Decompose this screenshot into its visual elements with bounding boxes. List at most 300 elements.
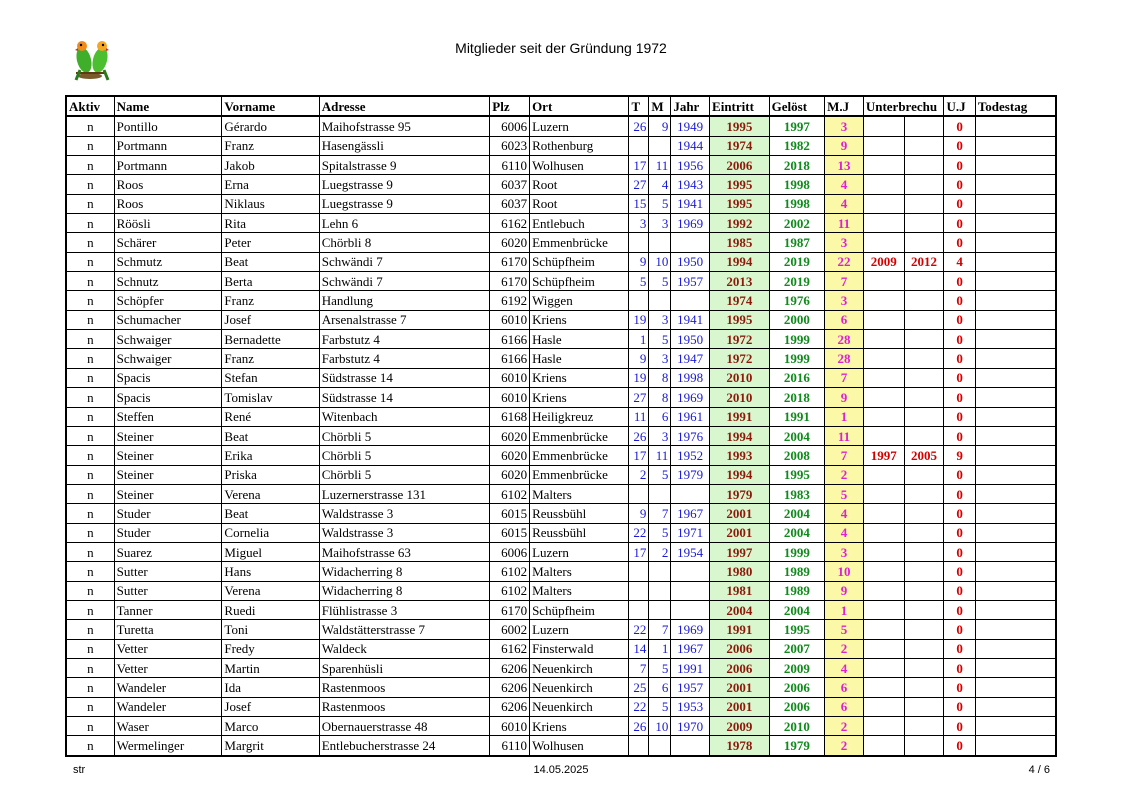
cell-t: 27 (629, 388, 649, 407)
cell-aktiv: n (66, 639, 114, 658)
cell-aktiv: n (66, 116, 114, 136)
cell-name: Steiner (114, 484, 222, 503)
cell-t: 5 (629, 272, 649, 291)
cell-aktiv: n (66, 194, 114, 213)
cell-plz: 6206 (490, 678, 530, 697)
cell-name: Roos (114, 175, 222, 194)
cell-uj: 0 (944, 504, 975, 523)
cell-adresse: Arsenalstrasse 7 (319, 310, 490, 329)
cell-eintritt: 1991 (710, 407, 770, 426)
cell-m (649, 291, 671, 310)
cell-t: 26 (629, 426, 649, 445)
cell-plz: 6037 (490, 175, 530, 194)
cell-mj: 7 (825, 272, 864, 291)
cell-geloest: 2007 (769, 639, 824, 658)
cell-eintritt: 2009 (710, 717, 770, 736)
cell-ort: Root (530, 175, 629, 194)
header-m: M (649, 96, 671, 116)
cell-m: 5 (649, 697, 671, 716)
cell-t (629, 600, 649, 619)
cell-name: Portmann (114, 156, 222, 175)
cell-m (649, 562, 671, 581)
cell-jahr: 1979 (671, 465, 710, 484)
cell-unterbrechung-bis (904, 156, 944, 175)
cell-m: 1 (649, 639, 671, 658)
cell-adresse: Waldeck (319, 639, 490, 658)
cell-geloest: 2008 (769, 446, 824, 465)
cell-todestag (975, 484, 1056, 503)
cell-t: 22 (629, 523, 649, 542)
cell-vorname: Ruedi (222, 600, 319, 619)
cell-unterbrechung-bis (904, 194, 944, 213)
cell-m (649, 600, 671, 619)
cell-name: Suarez (114, 542, 222, 561)
cell-plz: 6110 (490, 156, 530, 175)
cell-plz: 6206 (490, 697, 530, 716)
cell-unterbrechung-von (863, 504, 904, 523)
cell-todestag (975, 214, 1056, 233)
cell-adresse: Waldstätterstrasse 7 (319, 620, 490, 639)
cell-t: 2 (629, 465, 649, 484)
table-row (66, 291, 1056, 310)
table-row (66, 272, 1056, 291)
cell-unterbrechung-bis (904, 349, 944, 368)
cell-eintritt: 2013 (710, 272, 770, 291)
cell-geloest: 1989 (769, 581, 824, 600)
header-jahr: Jahr (671, 96, 710, 116)
table-row (66, 717, 1056, 736)
cell-m: 3 (649, 214, 671, 233)
cell-uj: 0 (944, 600, 975, 619)
cell-geloest: 2000 (769, 310, 824, 329)
cell-unterbrechung-von (863, 639, 904, 658)
table-body (66, 116, 1056, 755)
cell-todestag (975, 446, 1056, 465)
cell-mj: 22 (825, 252, 864, 271)
cell-m: 3 (649, 426, 671, 445)
cell-unterbrechung-von (863, 233, 904, 252)
header-uj: U.J (944, 96, 975, 116)
cell-t: 14 (629, 639, 649, 658)
cell-aktiv: n (66, 233, 114, 252)
cell-uj: 0 (944, 426, 975, 445)
cell-mj: 10 (825, 562, 864, 581)
cell-adresse: Handlung (319, 291, 490, 310)
cell-uj: 0 (944, 484, 975, 503)
cell-m (649, 136, 671, 155)
cell-geloest: 1999 (769, 349, 824, 368)
cell-jahr: 1949 (671, 116, 710, 136)
cell-vorname: Martin (222, 658, 319, 677)
cell-m: 5 (649, 194, 671, 213)
cell-eintritt: 1974 (710, 136, 770, 155)
cell-uj: 0 (944, 214, 975, 233)
cell-vorname: Beat (222, 252, 319, 271)
cell-m: 11 (649, 156, 671, 175)
cell-vorname: Beat (222, 504, 319, 523)
cell-ort: Emmenbrücke (530, 446, 629, 465)
cell-eintritt: 2010 (710, 368, 770, 387)
cell-jahr: 1991 (671, 658, 710, 677)
cell-adresse: Chörbli 5 (319, 446, 490, 465)
cell-t: 27 (629, 175, 649, 194)
cell-unterbrechung-bis (904, 136, 944, 155)
cell-unterbrechung-von (863, 214, 904, 233)
footer-author: str (73, 764, 86, 776)
header-unterbrechung: Unterbrechu (863, 96, 944, 116)
cell-unterbrechung-bis (904, 600, 944, 619)
cell-eintritt: 1994 (710, 465, 770, 484)
cell-geloest: 2019 (769, 252, 824, 271)
cell-m: 6 (649, 678, 671, 697)
cell-uj: 0 (944, 175, 975, 194)
cell-vorname: Erika (222, 446, 319, 465)
cell-todestag (975, 252, 1056, 271)
cell-t: 11 (629, 407, 649, 426)
cell-todestag (975, 175, 1056, 194)
table-row (66, 175, 1056, 194)
cell-unterbrechung-von (863, 349, 904, 368)
cell-unterbrechung-bis (904, 116, 944, 136)
cell-name: Wermelinger (114, 736, 222, 756)
table-row (66, 233, 1056, 252)
cell-m: 5 (649, 658, 671, 677)
cell-plz: 6002 (490, 620, 530, 639)
cell-unterbrechung-bis (904, 484, 944, 503)
cell-adresse: Sparenhüsli (319, 658, 490, 677)
cell-unterbrechung-von (863, 736, 904, 756)
cell-mj: 2 (825, 465, 864, 484)
cell-todestag (975, 194, 1056, 213)
cell-unterbrechung-von (863, 600, 904, 619)
table-row (66, 620, 1056, 639)
cell-unterbrechung-bis (904, 330, 944, 349)
cell-eintritt: 2001 (710, 678, 770, 697)
cell-plz: 6020 (490, 426, 530, 445)
cell-vorname: Miguel (222, 542, 319, 561)
cell-name: Steiner (114, 426, 222, 445)
cell-t (629, 562, 649, 581)
table-row (66, 465, 1056, 484)
cell-mj: 3 (825, 233, 864, 252)
cell-adresse: Luegstrasse 9 (319, 175, 490, 194)
cell-unterbrechung-bis (904, 697, 944, 716)
cell-mj: 11 (825, 214, 864, 233)
cell-plz: 6102 (490, 562, 530, 581)
cell-eintritt: 1994 (710, 426, 770, 445)
cell-jahr: 1954 (671, 542, 710, 561)
cell-aktiv: n (66, 426, 114, 445)
cell-todestag (975, 717, 1056, 736)
cell-geloest: 1979 (769, 736, 824, 756)
cell-plz: 6023 (490, 136, 530, 155)
cell-eintritt: 1979 (710, 484, 770, 503)
cell-uj: 0 (944, 136, 975, 155)
cell-name: Studer (114, 504, 222, 523)
cell-t: 19 (629, 368, 649, 387)
cell-uj: 0 (944, 194, 975, 213)
cell-geloest: 1998 (769, 175, 824, 194)
cell-unterbrechung-von (863, 388, 904, 407)
cell-mj: 6 (825, 678, 864, 697)
cell-vorname: Verena (222, 581, 319, 600)
cell-aktiv: n (66, 156, 114, 175)
cell-geloest: 1997 (769, 116, 824, 136)
cell-m: 9 (649, 116, 671, 136)
cell-todestag (975, 465, 1056, 484)
cell-eintritt: 2006 (710, 156, 770, 175)
cell-mj: 5 (825, 484, 864, 503)
cell-eintritt: 2006 (710, 639, 770, 658)
cell-adresse: Farbstutz 4 (319, 349, 490, 368)
cell-unterbrechung-bis: 2012 (904, 252, 944, 271)
cell-geloest: 2006 (769, 678, 824, 697)
cell-t: 15 (629, 194, 649, 213)
cell-todestag (975, 504, 1056, 523)
cell-t: 25 (629, 678, 649, 697)
cell-uj: 0 (944, 697, 975, 716)
cell-aktiv: n (66, 697, 114, 716)
cell-aktiv: n (66, 446, 114, 465)
cell-todestag (975, 407, 1056, 426)
cell-todestag (975, 562, 1056, 581)
cell-vorname: Niklaus (222, 194, 319, 213)
cell-adresse: Rastenmoos (319, 678, 490, 697)
cell-geloest: 1995 (769, 620, 824, 639)
cell-ort: Kriens (530, 310, 629, 329)
header-vorname: Vorname (222, 96, 319, 116)
cell-vorname: Berta (222, 272, 319, 291)
cell-jahr: 1969 (671, 388, 710, 407)
cell-unterbrechung-bis (904, 426, 944, 445)
cell-mj: 7 (825, 368, 864, 387)
cell-vorname: Toni (222, 620, 319, 639)
cell-aktiv: n (66, 465, 114, 484)
cell-aktiv: n (66, 214, 114, 233)
cell-m: 5 (649, 330, 671, 349)
header-adresse: Adresse (319, 96, 490, 116)
cell-mj: 28 (825, 330, 864, 349)
cell-t: 3 (629, 214, 649, 233)
table-row (66, 310, 1056, 329)
cell-aktiv: n (66, 717, 114, 736)
cell-aktiv: n (66, 252, 114, 271)
cell-unterbrechung-von (863, 116, 904, 136)
cell-ort: Entlebuch (530, 214, 629, 233)
cell-jahr (671, 600, 710, 619)
cell-name: Spacis (114, 388, 222, 407)
cell-unterbrechung-bis (904, 233, 944, 252)
cell-unterbrechung-von (863, 426, 904, 445)
cell-name: Schmutz (114, 252, 222, 271)
cell-unterbrechung-von (863, 562, 904, 581)
cell-adresse: Hasengässli (319, 136, 490, 155)
cell-ort: Kriens (530, 717, 629, 736)
cell-plz: 6110 (490, 736, 530, 756)
cell-unterbrechung-bis (904, 291, 944, 310)
cell-ort: Hasle (530, 330, 629, 349)
cell-m: 11 (649, 446, 671, 465)
cell-vorname: Cornelia (222, 523, 319, 542)
cell-aktiv: n (66, 600, 114, 619)
cell-aktiv: n (66, 291, 114, 310)
table-row (66, 484, 1056, 503)
cell-geloest: 2004 (769, 504, 824, 523)
cell-jahr (671, 581, 710, 600)
cell-vorname: Josef (222, 697, 319, 716)
cell-vorname: Margrit (222, 736, 319, 756)
table-row (66, 368, 1056, 387)
cell-eintritt: 1995 (710, 310, 770, 329)
cell-name: Steiner (114, 446, 222, 465)
cell-geloest: 2018 (769, 388, 824, 407)
cell-geloest: 1987 (769, 233, 824, 252)
cell-name: Roos (114, 194, 222, 213)
cell-mj: 4 (825, 504, 864, 523)
cell-unterbrechung-von (863, 368, 904, 387)
cell-unterbrechung-von (863, 330, 904, 349)
cell-plz: 6102 (490, 581, 530, 600)
cell-jahr: 1961 (671, 407, 710, 426)
cell-geloest: 2004 (769, 426, 824, 445)
cell-uj: 9 (944, 446, 975, 465)
cell-unterbrechung-bis (904, 581, 944, 600)
cell-jahr: 1950 (671, 330, 710, 349)
cell-eintritt: 1994 (710, 252, 770, 271)
cell-ort: Rothenburg (530, 136, 629, 155)
cell-name: Steiner (114, 465, 222, 484)
table-row (66, 330, 1056, 349)
table-row (66, 349, 1056, 368)
cell-geloest: 2009 (769, 658, 824, 677)
cell-uj: 0 (944, 272, 975, 291)
cell-uj: 0 (944, 542, 975, 561)
cell-m (649, 736, 671, 756)
cell-t: 9 (629, 504, 649, 523)
cell-plz: 6010 (490, 368, 530, 387)
cell-plz: 6010 (490, 388, 530, 407)
cell-aktiv: n (66, 484, 114, 503)
cell-ort: Wolhusen (530, 156, 629, 175)
cell-ort: Schüpfheim (530, 252, 629, 271)
cell-uj: 0 (944, 465, 975, 484)
cell-m: 8 (649, 388, 671, 407)
cell-aktiv: n (66, 368, 114, 387)
cell-ort: Heiligkreuz (530, 407, 629, 426)
cell-jahr: 1953 (671, 697, 710, 716)
cell-uj: 0 (944, 562, 975, 581)
cell-adresse: Widacherring 8 (319, 562, 490, 581)
cell-uj: 0 (944, 736, 975, 756)
cell-todestag (975, 330, 1056, 349)
table-row (66, 658, 1056, 677)
cell-aktiv: n (66, 272, 114, 291)
header-t: T (629, 96, 649, 116)
cell-adresse: Maihofstrasse 63 (319, 542, 490, 561)
cell-jahr: 1941 (671, 310, 710, 329)
cell-unterbrechung-von (863, 658, 904, 677)
cell-aktiv: n (66, 504, 114, 523)
table-row (66, 581, 1056, 600)
cell-vorname: Franz (222, 291, 319, 310)
cell-unterbrechung-bis: 2005 (904, 446, 944, 465)
cell-adresse: Lehn 6 (319, 214, 490, 233)
cell-mj: 7 (825, 446, 864, 465)
cell-mj: 4 (825, 523, 864, 542)
cell-name: Schwaiger (114, 349, 222, 368)
cell-m: 3 (649, 310, 671, 329)
cell-ort: Reussbühl (530, 523, 629, 542)
cell-plz: 6010 (490, 717, 530, 736)
cell-todestag (975, 349, 1056, 368)
header-ort: Ort (530, 96, 629, 116)
footer-date: 14.05.2025 (533, 764, 589, 776)
cell-unterbrechung-von (863, 407, 904, 426)
cell-eintritt: 2001 (710, 523, 770, 542)
cell-name: Vetter (114, 658, 222, 677)
cell-uj: 0 (944, 233, 975, 252)
cell-mj: 4 (825, 175, 864, 194)
cell-vorname: Fredy (222, 639, 319, 658)
cell-jahr: 1950 (671, 252, 710, 271)
cell-mj: 3 (825, 116, 864, 136)
cell-unterbrechung-von (863, 291, 904, 310)
cell-adresse: Entlebucherstrasse 24 (319, 736, 490, 756)
cell-uj: 0 (944, 639, 975, 658)
footer-page-number: 4 / 6 (1028, 764, 1050, 776)
cell-eintritt: 1972 (710, 349, 770, 368)
cell-unterbrechung-von: 1997 (863, 446, 904, 465)
cell-vorname: Franz (222, 349, 319, 368)
cell-ort: Neuenkirch (530, 678, 629, 697)
cell-plz: 6162 (490, 639, 530, 658)
cell-adresse: Südstrasse 14 (319, 388, 490, 407)
cell-uj: 0 (944, 349, 975, 368)
cell-adresse: Witenbach (319, 407, 490, 426)
cell-unterbrechung-bis (904, 504, 944, 523)
cell-plz: 6015 (490, 523, 530, 542)
cell-m: 4 (649, 175, 671, 194)
cell-t: 26 (629, 717, 649, 736)
table-row (66, 446, 1056, 465)
cell-jahr (671, 233, 710, 252)
cell-plz: 6192 (490, 291, 530, 310)
cell-ort: Kriens (530, 388, 629, 407)
cell-vorname: Marco (222, 717, 319, 736)
cell-unterbrechung-bis (904, 388, 944, 407)
cell-eintritt: 1992 (710, 214, 770, 233)
cell-eintritt: 2001 (710, 504, 770, 523)
cell-ort: Reussbühl (530, 504, 629, 523)
cell-plz: 6102 (490, 484, 530, 503)
cell-unterbrechung-bis (904, 407, 944, 426)
cell-name: Wandeler (114, 697, 222, 716)
cell-plz: 6168 (490, 407, 530, 426)
cell-plz: 6170 (490, 600, 530, 619)
cell-unterbrechung-von (863, 136, 904, 155)
cell-plz: 6020 (490, 233, 530, 252)
cell-todestag (975, 542, 1056, 561)
cell-unterbrechung-von (863, 272, 904, 291)
header-plz: Plz (490, 96, 530, 116)
cell-unterbrechung-bis (904, 678, 944, 697)
cell-unterbrechung-von (863, 175, 904, 194)
table-row (66, 697, 1056, 716)
cell-todestag (975, 600, 1056, 619)
members-table (65, 95, 1057, 757)
cell-todestag (975, 581, 1056, 600)
cell-aktiv: n (66, 523, 114, 542)
